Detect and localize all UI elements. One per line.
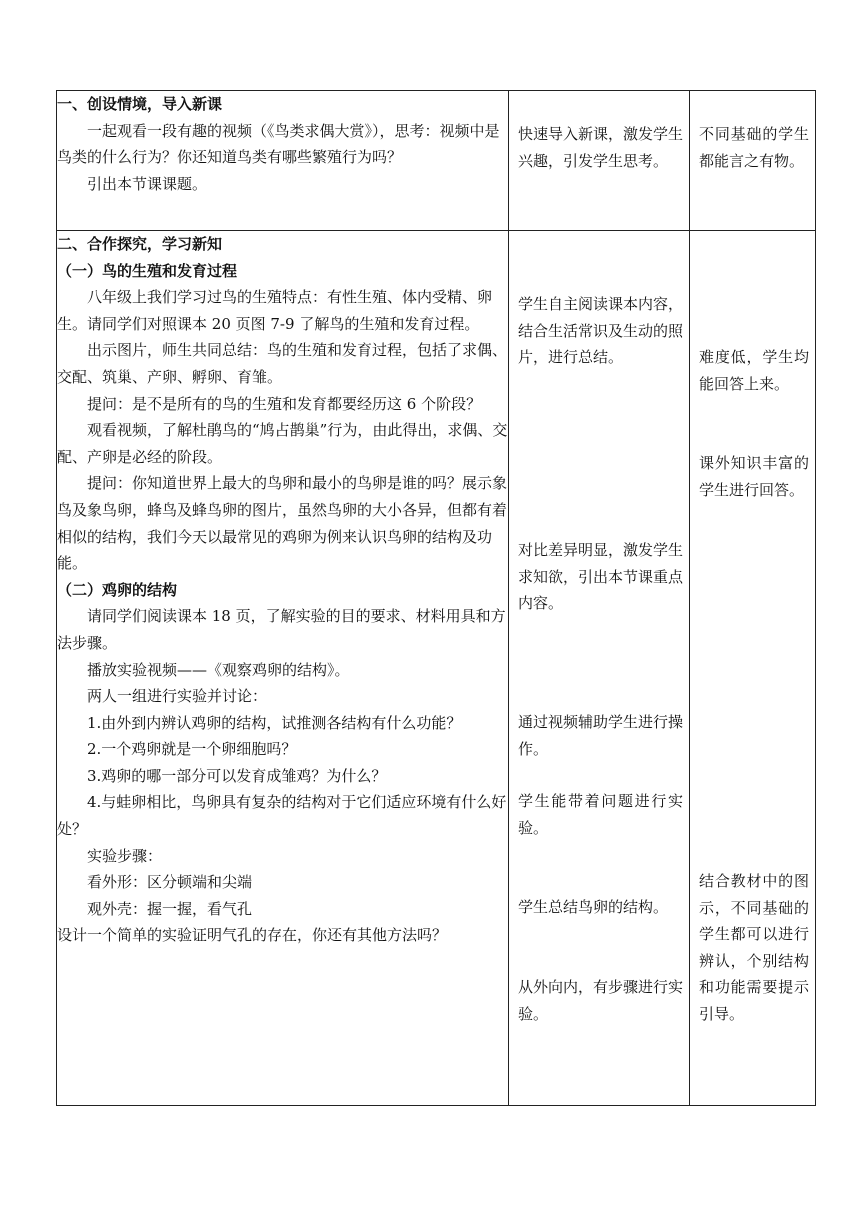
subsection-heading: （一）鸟的生殖和发育过程	[57, 261, 238, 280]
paragraph: 设计一个简单的实验证明气孔的存在，你还有其他方法吗？	[57, 926, 448, 945]
activity-note: 快速导入新课，激发学生兴趣，引发学生思考。	[518, 125, 684, 170]
section-heading: 一、创设情境，导入新课	[57, 95, 223, 113]
differentiation-cell	[690, 91, 816, 231]
differentiation-note: 不同基础的学生都能言之有物。	[699, 125, 809, 170]
subsection-heading: （二）鸡卵的结构	[57, 580, 178, 599]
paragraph: 提问：是不是所有的鸟的生殖和发育都要经历这 6 个阶段？	[87, 394, 482, 413]
paragraph: 实验步骤：	[87, 846, 163, 865]
question-item: 4.与蛙卵相比，鸟卵具有复杂的结构对于它们适应环境有什么好处？	[57, 793, 507, 839]
activity-note: 对比差异明显，激发学生求知欲，引出本节课重点内容。	[518, 541, 684, 613]
activity-note: 从外向内，有步骤进行实验。	[518, 978, 684, 1023]
paragraph: 提问：你知道世界上最大的鸟卵和最小的鸟卵是谁的吗？展示象鸟及象鸟卵，蜂鸟及蜂鸟卵的图片，虽然鸟卵的大小各异，但都有着相似的结构，我们今天以最常见的鸡卵为例来认识鸟卵的结构及功能。	[57, 474, 508, 573]
student-activity-cell	[509, 91, 690, 231]
paragraph: 两人一组进行实验并讨论：	[87, 687, 268, 706]
differentiation-note: 难度低，学生均能回答上来。	[699, 348, 809, 393]
paragraph: 请同学们阅读课本 18 页，了解实验的目的要求、材料用具和方法步骤。	[57, 607, 506, 652]
paragraph: 引出本节课课题。	[87, 174, 208, 193]
step-item: 看外形：区分顿端和尖端	[87, 873, 253, 892]
paragraph: 观看视频，了解杜鹃鸟的“鸠占鹊巢”行为，由此得出，求偶、交配、产卵是必经的阶段。	[57, 421, 508, 466]
activity-note: 学生总结鸟卵的结构。	[518, 898, 669, 916]
differentiation-cell	[690, 231, 816, 1106]
student-activity-cell	[509, 231, 690, 1106]
activity-note: 通过视频辅助学生进行操作。	[518, 713, 684, 758]
table-row-explore	[57, 231, 816, 1106]
section-heading: 二、合作探究，学习新知	[57, 235, 223, 253]
activity-note: 学生能带着问题进行实验。	[518, 792, 683, 837]
lesson-plan-table	[56, 90, 816, 1106]
teaching-process-cell	[57, 91, 509, 231]
question-item: 1.由外到内辨认鸡卵的结构，试推测各结构有什么功能？	[87, 713, 462, 732]
differentiation-note: 结合教材中的图示，不同基础的学生都可以进行辨认，个别结构和功能需要提示引导。	[699, 872, 809, 1023]
differentiation-note: 课外知识丰富的学生进行回答。	[699, 454, 809, 499]
step-item: 观外壳：握一握，看气孔	[87, 899, 253, 918]
paragraph: 播放实验视频——《观察鸡卵的结构》。	[87, 660, 350, 679]
question-item: 3.鸡卵的哪一部分可以发育成雏鸡？为什么？	[87, 766, 387, 785]
paragraph: 出示图片，师生共同总结：鸟的生殖和发育过程，包括了求偶、交配、筑巢、产卵、孵卵、育雏。	[57, 341, 508, 386]
paragraph: 一起观看一段有趣的视频（《鸟类求偶大赏》），思考：视频中是鸟类的什么行为？你还知道鸟类有哪些繁殖行为吗？	[57, 121, 500, 167]
teaching-process-cell	[57, 231, 509, 1106]
table-row-intro	[57, 91, 816, 231]
activity-note: 学生自主阅读课本内容，结合生活常识及生动的照片，进行总结。	[518, 295, 684, 367]
question-item: 2.一个鸡卵就是一个卵细胞吗？	[87, 740, 297, 759]
paragraph: 八年级上我们学习过鸟的生殖特点：有性生殖、体内受精、卵生。请同学们对照课本 20 页图 7-9 了解鸟的生殖和发育过程。	[57, 288, 493, 333]
